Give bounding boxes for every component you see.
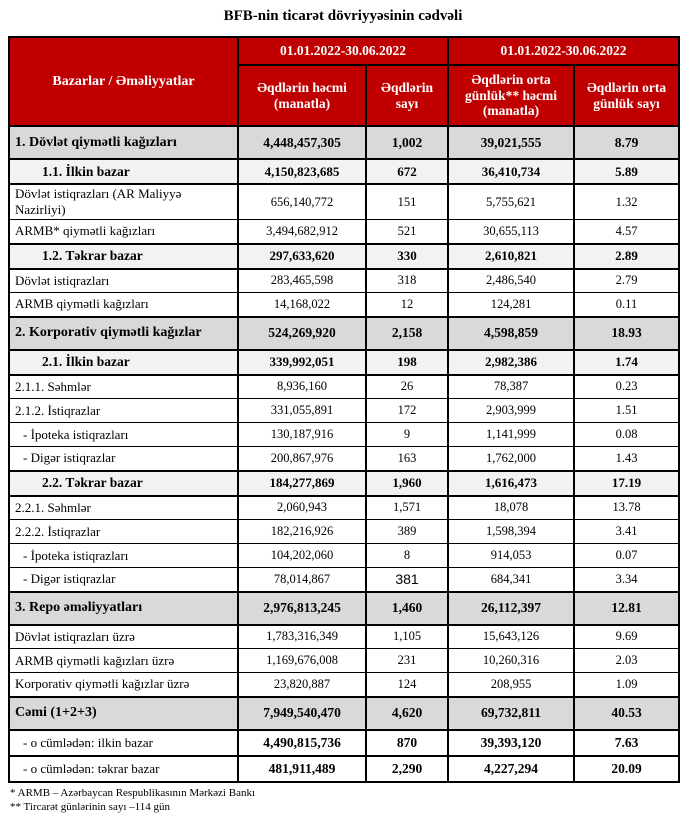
row-value: 1,141,999 xyxy=(448,423,574,447)
row-value: 40.53 xyxy=(574,697,679,730)
row-value: 12 xyxy=(366,293,448,317)
row-value: 208,955 xyxy=(448,673,574,697)
row-value: 7,949,540,470 xyxy=(238,697,366,730)
table-row xyxy=(9,350,679,375)
table-row xyxy=(9,544,679,568)
row-value: 172 xyxy=(366,399,448,423)
row-value: 330 xyxy=(366,244,448,269)
table-row xyxy=(9,220,679,244)
row-value: 1,169,676,008 xyxy=(238,649,366,673)
row-label: Dövlət istiqrazları üzrə xyxy=(9,625,238,649)
row-value: 23,820,887 xyxy=(238,673,366,697)
row-value: 2.03 xyxy=(574,649,679,673)
row-value: 2.89 xyxy=(574,244,679,269)
row-value: 283,465,598 xyxy=(238,269,366,293)
footnotes xyxy=(10,786,686,816)
row-value: 1,571 xyxy=(366,496,448,520)
row-value: 104,202,060 xyxy=(238,544,366,568)
row-value: 4,598,859 xyxy=(448,317,574,350)
row-value: 18.93 xyxy=(574,317,679,350)
table-row xyxy=(9,649,679,673)
row-value: 2,903,999 xyxy=(448,399,574,423)
row-value: 182,216,926 xyxy=(238,520,366,544)
row-value: 297,633,620 xyxy=(238,244,366,269)
row-value: 26 xyxy=(366,375,448,399)
table-row xyxy=(9,447,679,471)
row-value: 184,277,869 xyxy=(238,471,366,496)
row-label: 2.2.1. Səhmlər xyxy=(9,496,238,520)
row-value: 2,486,540 xyxy=(448,269,574,293)
turnover-table xyxy=(8,36,680,783)
table-row xyxy=(9,471,679,496)
table-row xyxy=(9,269,679,293)
row-value: 78,014,867 xyxy=(238,568,366,592)
row-value: 151 xyxy=(366,184,448,220)
row-value: 1,105 xyxy=(366,625,448,649)
row-value: 17.19 xyxy=(574,471,679,496)
row-value: 0.11 xyxy=(574,293,679,317)
row-value: 39,021,555 xyxy=(448,126,574,159)
row-value: 200,867,976 xyxy=(238,447,366,471)
row-value: 26,112,397 xyxy=(448,592,574,625)
row-label: Dövlət istiqrazları xyxy=(9,269,238,293)
row-value: 124 xyxy=(366,673,448,697)
table-row xyxy=(9,756,679,782)
row-label: 2.1.2. İstiqrazlar xyxy=(9,399,238,423)
row-label: - o cümlədən: ilkin bazar xyxy=(9,730,238,756)
row-value: 914,053 xyxy=(448,544,574,568)
row-label: 1.2. Təkrar bazar xyxy=(9,244,238,269)
table-row xyxy=(9,375,679,399)
row-value: 1,460 xyxy=(366,592,448,625)
table-body xyxy=(9,126,679,782)
row-value: 198 xyxy=(366,350,448,375)
table-row xyxy=(9,399,679,423)
row-value: 870 xyxy=(366,730,448,756)
row-label: ARMB qiymətli kağızları xyxy=(9,293,238,317)
table-row xyxy=(9,625,679,649)
table-row xyxy=(9,126,679,159)
table-row xyxy=(9,423,679,447)
table-row xyxy=(9,317,679,350)
table-row xyxy=(9,184,679,220)
period-header-2: 01.01.2022-30.06.2022 xyxy=(448,37,679,65)
table-row xyxy=(9,673,679,697)
row-value: 3,494,682,912 xyxy=(238,220,366,244)
row-value: 1,783,316,349 xyxy=(238,625,366,649)
row-label: ARMB qiymətli kağızları üzrə xyxy=(9,649,238,673)
row-value: 1.09 xyxy=(574,673,679,697)
row-value: 381 xyxy=(366,568,448,592)
row-value: 0.08 xyxy=(574,423,679,447)
row-value: 5,755,621 xyxy=(448,184,574,220)
row-label: 2.1. İlkin bazar xyxy=(9,350,238,375)
footnote-armb: * ARMB – Azərbaycan Respublikasının Mərkəzi Bankı xyxy=(10,786,256,799)
row-label: 2.2. Təkrar bazar xyxy=(9,471,238,496)
row-value: 20.09 xyxy=(574,756,679,782)
column-header-markets-operations: Bazarlar / Əməliyyatlar xyxy=(9,37,238,126)
row-value: 5.89 xyxy=(574,159,679,184)
row-value: 78,387 xyxy=(448,375,574,399)
row-value: 13.78 xyxy=(574,496,679,520)
table-row xyxy=(9,697,679,730)
row-label: Cəmi (1+2+3) xyxy=(9,697,238,730)
row-value: 69,732,811 xyxy=(448,697,574,730)
row-value: 339,992,051 xyxy=(238,350,366,375)
row-value: 30,655,113 xyxy=(448,220,574,244)
row-label: 3. Repo əməliyyatları xyxy=(9,592,238,625)
row-label: - Digər istiqrazlar xyxy=(9,568,238,592)
row-value: 1.51 xyxy=(574,399,679,423)
row-value: 18,078 xyxy=(448,496,574,520)
row-label: - İpoteka istiqrazları xyxy=(9,423,238,447)
row-label: 1. Dövlət qiymətli kağızları xyxy=(9,126,238,159)
row-value: 163 xyxy=(366,447,448,471)
row-value: 4.57 xyxy=(574,220,679,244)
row-label: Korporativ qiymətli kağızlar üzrə xyxy=(9,673,238,697)
row-value: 39,393,120 xyxy=(448,730,574,756)
row-value: 2,158 xyxy=(366,317,448,350)
row-value: 8.79 xyxy=(574,126,679,159)
row-value: 1,002 xyxy=(366,126,448,159)
row-value: 481,911,489 xyxy=(238,756,366,782)
row-value: 4,150,823,685 xyxy=(238,159,366,184)
row-value: 8 xyxy=(366,544,448,568)
row-value: 331,055,891 xyxy=(238,399,366,423)
table-row xyxy=(9,159,679,184)
row-value: 2,610,821 xyxy=(448,244,574,269)
row-value: 8,936,160 xyxy=(238,375,366,399)
column-header-avg-daily-volume: Əqdlərin orta günlük** həcmi (manatla) xyxy=(448,65,574,126)
row-value: 4,227,294 xyxy=(448,756,574,782)
row-value: 15,643,126 xyxy=(448,625,574,649)
row-value: 389 xyxy=(366,520,448,544)
row-label: Dövlət istiqrazları (AR Maliyyə Nazirliyi) xyxy=(9,184,238,220)
row-label: 1.1. İlkin bazar xyxy=(9,159,238,184)
table-row xyxy=(9,592,679,625)
table-header xyxy=(9,37,679,126)
row-value: 124,281 xyxy=(448,293,574,317)
row-value: 4,448,457,305 xyxy=(238,126,366,159)
row-value: 2,290 xyxy=(366,756,448,782)
table-row xyxy=(9,568,679,592)
row-value: 2.79 xyxy=(574,269,679,293)
footnote-trading-days: ** Tircarət günlərinin sayı –114 gün xyxy=(10,801,170,814)
table-row xyxy=(9,244,679,269)
row-value: 1.32 xyxy=(574,184,679,220)
row-value: 1,598,394 xyxy=(448,520,574,544)
row-value: 1,960 xyxy=(366,471,448,496)
row-value: 524,269,920 xyxy=(238,317,366,350)
row-value: 4,490,815,736 xyxy=(238,730,366,756)
column-header-deal-volume: Əqdlərin həcmi (manatla) xyxy=(238,65,366,126)
row-label: 2.1.1. Səhmlər xyxy=(9,375,238,399)
header-row-periods xyxy=(9,37,679,65)
row-value: 521 xyxy=(366,220,448,244)
row-value: 0.07 xyxy=(574,544,679,568)
period-header-1: 01.01.2022-30.06.2022 xyxy=(238,37,448,65)
row-label: - Digər istiqrazlar xyxy=(9,447,238,471)
row-value: 36,410,734 xyxy=(448,159,574,184)
row-label: ARMB* qiymətli kağızları xyxy=(9,220,238,244)
row-value: 231 xyxy=(366,649,448,673)
row-label: 2. Korporativ qiymətli kağızlar xyxy=(9,317,238,350)
table-row xyxy=(9,520,679,544)
table-row xyxy=(9,496,679,520)
row-value: 1.43 xyxy=(574,447,679,471)
row-value: 2,976,813,245 xyxy=(238,592,366,625)
row-value: 1.74 xyxy=(574,350,679,375)
row-value: 12.81 xyxy=(574,592,679,625)
row-value: 656,140,772 xyxy=(238,184,366,220)
page-title: BFB-nin ticarət dövriyyəsinin cədvəli xyxy=(223,8,463,24)
row-label: 2.2.2. İstiqrazlar xyxy=(9,520,238,544)
row-value: 3.41 xyxy=(574,520,679,544)
row-value: 2,982,386 xyxy=(448,350,574,375)
row-value: 318 xyxy=(366,269,448,293)
row-value: 130,187,916 xyxy=(238,423,366,447)
row-value: 2,060,943 xyxy=(238,496,366,520)
row-label: - o cümlədən: təkrar bazar xyxy=(9,756,238,782)
column-header-deal-count: Əqdlərin sayı xyxy=(366,65,448,126)
row-value: 7.63 xyxy=(574,730,679,756)
row-value: 1,616,473 xyxy=(448,471,574,496)
row-value: 14,168,022 xyxy=(238,293,366,317)
row-value: 4,620 xyxy=(366,697,448,730)
row-value: 9.69 xyxy=(574,625,679,649)
row-value: 9 xyxy=(366,423,448,447)
column-header-avg-daily-count: Əqdlərin orta günlük sayı xyxy=(574,65,679,126)
row-value: 0.23 xyxy=(574,375,679,399)
row-value: 10,260,316 xyxy=(448,649,574,673)
row-value: 3.34 xyxy=(574,568,679,592)
row-label: - İpoteka istiqrazları xyxy=(9,544,238,568)
row-value: 1,762,000 xyxy=(448,447,574,471)
row-value: 684,341 xyxy=(448,568,574,592)
table-row xyxy=(9,293,679,317)
table-row xyxy=(9,730,679,756)
row-value: 672 xyxy=(366,159,448,184)
